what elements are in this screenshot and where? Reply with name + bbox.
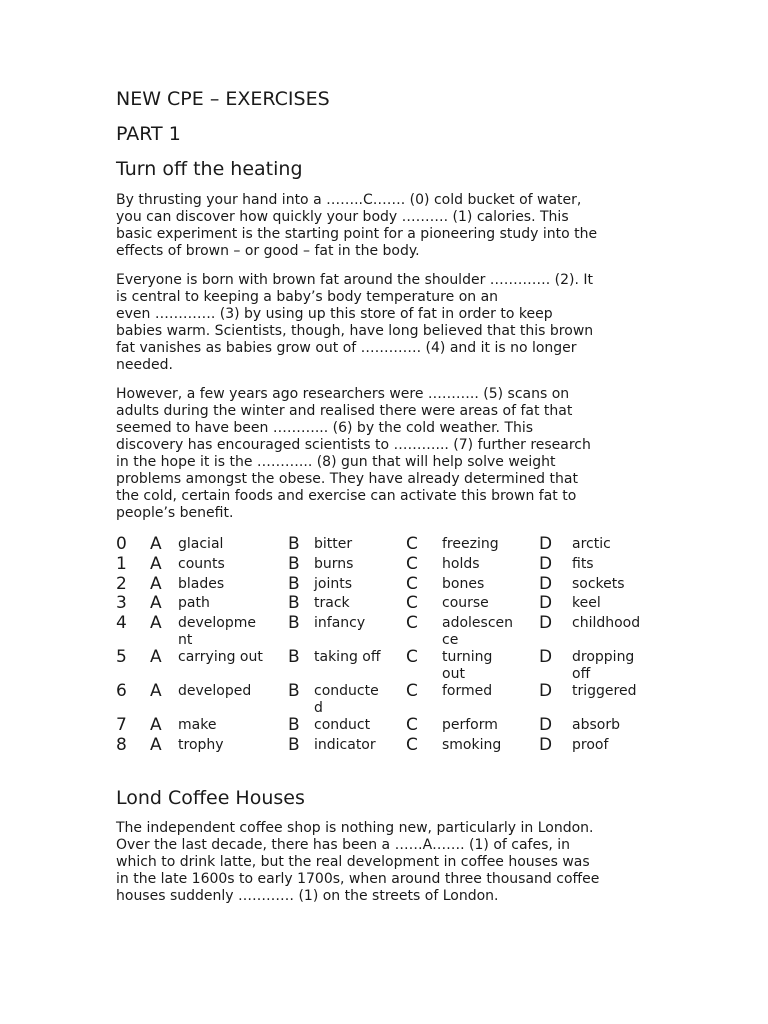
option-d: sockets <box>572 576 625 592</box>
option-d: fits <box>572 556 594 572</box>
option-letter-b: B <box>288 534 300 554</box>
text-line: people’s benefit. <box>116 505 234 521</box>
text-line: However, a few years ago researchers were ……….. (5) scans on <box>116 386 570 402</box>
text-line: you can discover how quickly your body ………. (1) calories. This <box>116 209 569 225</box>
option-b: conducte d <box>314 683 379 716</box>
option-letter-a: A <box>150 681 162 701</box>
question-number: 7 <box>116 715 127 735</box>
option-letter-c: C <box>406 534 418 554</box>
text-line: in the late 1600s to early 1700s, when around three thousand coffee <box>116 871 600 887</box>
text-line: fat vanishes as babies grow out of …………. (4) and it is no longer <box>116 340 577 356</box>
option-c: bones <box>442 576 485 592</box>
text-line: Over the last decade, there has been a ……A……. (1) of cafes, in <box>116 837 571 853</box>
option-a: developed <box>178 683 252 699</box>
option-letter-b: B <box>288 593 300 613</box>
option-letter-c: C <box>406 647 418 667</box>
option-a: glacial <box>178 536 224 552</box>
option-b: taking off <box>314 649 381 665</box>
option-letter-c: C <box>406 681 418 701</box>
text-line: basic experiment is the starting point for a pioneering study into the <box>116 226 598 242</box>
document-title: NEW CPE – EXERCISES <box>116 88 330 110</box>
option-letter-c: C <box>406 735 418 755</box>
question-number: 3 <box>116 593 127 613</box>
text-line: babies warm. Scientists, though, have long believed that this brown <box>116 323 594 339</box>
option-letter-a: A <box>150 593 162 613</box>
option-letter-a: A <box>150 735 162 755</box>
option-letter-a: A <box>150 554 162 574</box>
text-line: in the hope it is the ………... (8) gun that will help solve weight <box>116 454 556 470</box>
option-a: carrying out <box>178 649 263 665</box>
option-c: course <box>442 595 489 611</box>
text-line: problems amongst the obese. They have already determined that <box>116 471 578 487</box>
text-line: even …………. (3) by using up this store of fat in order to keep <box>116 306 553 322</box>
option-c: adolescen ce <box>442 615 514 648</box>
option-c: turning out <box>442 649 493 682</box>
question-number: 2 <box>116 574 127 594</box>
option-b: joints <box>314 576 353 592</box>
option-a: trophy <box>178 737 224 753</box>
text-line: By thrusting your hand into a ……..C……. (0) cold bucket of water, <box>116 192 582 208</box>
paragraph-coffee <box>116 820 656 905</box>
text-line: adults during the winter and realised there were areas of fat that <box>116 403 573 419</box>
option-b: conduct <box>314 717 371 733</box>
option-a: path <box>178 595 210 611</box>
option-b: bitter <box>314 536 353 552</box>
option-c: formed <box>442 683 493 699</box>
option-letter-d: D <box>539 735 553 755</box>
section-title-coffee: Lond Coffee Houses <box>116 787 305 809</box>
option-d: childhood <box>572 615 641 631</box>
option-letter-c: C <box>406 554 418 574</box>
option-d: proof <box>572 737 609 753</box>
text-line: Everyone is born with brown fat around the shoulder …………. (2). It <box>116 272 594 288</box>
paragraph-3 <box>116 386 656 522</box>
question-number: 1 <box>116 554 127 574</box>
option-c: holds <box>442 556 480 572</box>
text-line: is central to keeping a baby’s body temperature on an <box>116 289 499 305</box>
text-line: effects of brown – or good – fat in the body. <box>116 243 420 259</box>
option-d: arctic <box>572 536 611 552</box>
text-line: The independent coffee shop is nothing new, particularly in London. <box>116 820 594 836</box>
option-letter-b: B <box>288 554 300 574</box>
option-letter-a: A <box>150 647 162 667</box>
question-number: 5 <box>116 647 127 667</box>
question-number: 0 <box>116 534 127 554</box>
option-d: triggered <box>572 683 637 699</box>
text-line: which to drink latte, but the real development in coffee houses was <box>116 854 590 870</box>
text-line: houses suddenly ………… (1) on the streets of London. <box>116 888 499 904</box>
option-letter-a: A <box>150 574 162 594</box>
option-letter-d: D <box>539 554 553 574</box>
option-c: smoking <box>442 737 502 753</box>
option-b: track <box>314 595 350 611</box>
option-b: indicator <box>314 737 376 753</box>
option-a: make <box>178 717 217 733</box>
text-line: discovery has encouraged scientists to ………... (7) further research <box>116 437 591 453</box>
section-title-heating: Turn off the heating <box>116 158 303 180</box>
question-number: 4 <box>116 613 127 633</box>
option-c: perform <box>442 717 498 733</box>
option-letter-b: B <box>288 647 300 667</box>
option-letter-d: D <box>539 715 553 735</box>
question-number: 6 <box>116 681 127 701</box>
option-a: counts <box>178 556 225 572</box>
question-number: 8 <box>116 735 127 755</box>
option-letter-d: D <box>539 613 553 633</box>
option-letter-d: D <box>539 534 553 554</box>
option-d: absorb <box>572 717 620 733</box>
option-letter-a: A <box>150 613 162 633</box>
option-letter-b: B <box>288 613 300 633</box>
option-letter-b: B <box>288 681 300 701</box>
option-letter-d: D <box>539 593 553 613</box>
text-line: needed. <box>116 357 173 373</box>
option-c: freezing <box>442 536 499 552</box>
option-letter-c: C <box>406 574 418 594</box>
option-d: keel <box>572 595 601 611</box>
option-letter-d: D <box>539 681 553 701</box>
option-letter-b: B <box>288 735 300 755</box>
text-line: the cold, certain foods and exercise can activate this brown fat to <box>116 488 577 504</box>
paragraph-2 <box>116 272 656 374</box>
option-d: dropping off <box>572 649 635 682</box>
option-letter-b: B <box>288 715 300 735</box>
option-letter-d: D <box>539 647 553 667</box>
paragraph-1 <box>116 192 656 260</box>
option-b: burns <box>314 556 354 572</box>
option-letter-a: A <box>150 715 162 735</box>
option-a: developme nt <box>178 615 256 648</box>
option-letter-c: C <box>406 715 418 735</box>
option-b: infancy <box>314 615 366 631</box>
part-title: PART 1 <box>116 123 181 145</box>
option-letter-d: D <box>539 574 553 594</box>
option-letter-a: A <box>150 534 162 554</box>
option-letter-b: B <box>288 574 300 594</box>
text-line: seemed to have been ………... (6) by the cold weather. This <box>116 420 534 436</box>
option-letter-c: C <box>406 613 418 633</box>
option-a: blades <box>178 576 225 592</box>
option-letter-c: C <box>406 593 418 613</box>
